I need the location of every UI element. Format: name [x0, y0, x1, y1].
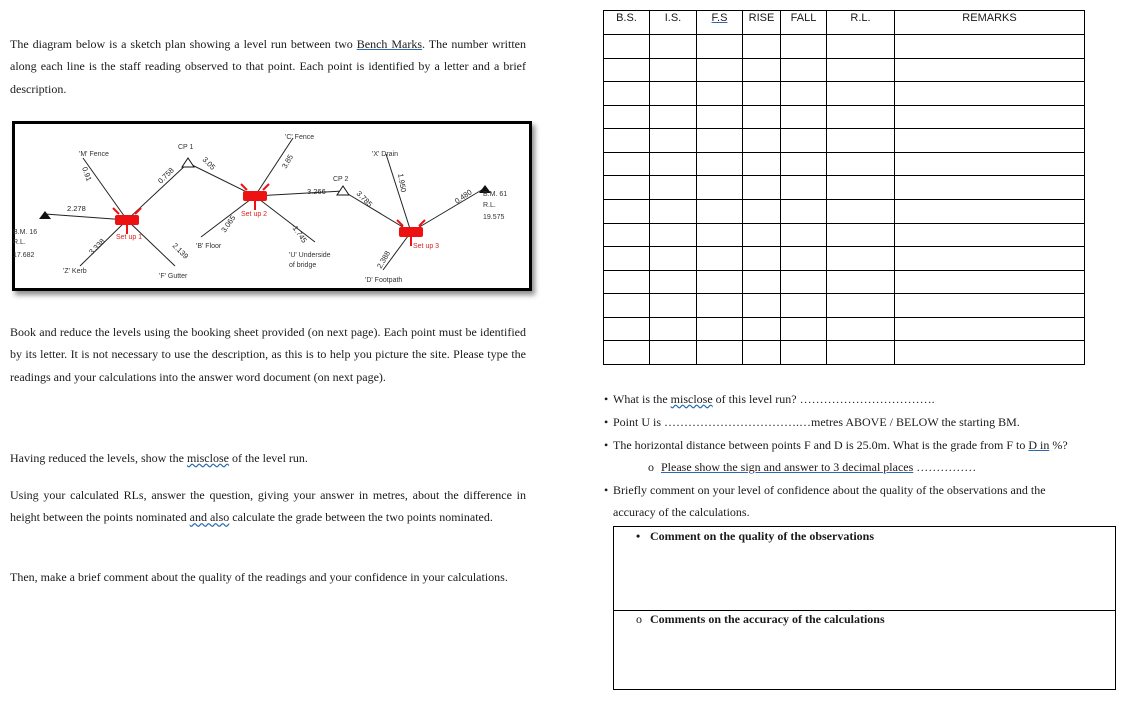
booking-cell-fall[interactable]: [781, 82, 827, 106]
booking-cell-rl[interactable]: [827, 58, 895, 82]
line-setup2-cp2: [255, 191, 343, 196]
booking-cell-fall[interactable]: [781, 129, 827, 153]
bullet: •: [636, 529, 641, 543]
setup2-instrument-icon: [241, 184, 269, 210]
instruction-text: Using your calculated RLs, answer the question, giving your answer in metres, about the difference in height between the points nominated: [10, 488, 526, 525]
reading-m: 0.91: [80, 165, 94, 183]
booking-cell-fall[interactable]: [781, 58, 827, 82]
line-setup3-bm61: [411, 188, 485, 232]
header-is: I.S.: [650, 11, 697, 35]
booking-row: [604, 105, 1085, 129]
booking-cell-fs[interactable]: [697, 223, 743, 247]
question-text: of this level run? …………………………….: [712, 392, 935, 406]
booking-cell-rl[interactable]: [827, 317, 895, 341]
header-fs: F.S: [697, 11, 743, 35]
booking-row: [604, 341, 1085, 365]
cp1-change-point-icon: [182, 158, 194, 167]
booking-cell-rise[interactable]: [743, 223, 781, 247]
bm16-rl-value: 17.682: [13, 252, 35, 259]
booking-cell-fs[interactable]: [697, 58, 743, 82]
header-rise: RISE: [743, 11, 781, 35]
booking-cell-rise[interactable]: [743, 82, 781, 106]
booking-cell-rise[interactable]: [743, 317, 781, 341]
booking-row: [604, 176, 1085, 200]
booking-cell-rise[interactable]: [743, 270, 781, 294]
booking-row: [604, 317, 1085, 341]
question-grade-subpoint: [648, 459, 976, 475]
comment-observations-title: [636, 529, 874, 544]
booking-cell-remarks[interactable]: [895, 294, 1085, 318]
point-m-label: 'M' Fence: [79, 151, 109, 158]
booking-cell-is[interactable]: [650, 223, 697, 247]
booking-cell-bs[interactable]: [604, 199, 650, 223]
instruction-paragraph-3: [10, 447, 526, 469]
booking-cell-is[interactable]: [650, 270, 697, 294]
booking-cell-rise[interactable]: [743, 35, 781, 59]
instruction-text: calculate the grade between the two points nominated.: [229, 510, 493, 525]
bm16-benchmark-icon: [39, 211, 51, 219]
bullet: •: [604, 483, 609, 497]
booking-cell-fs[interactable]: [697, 199, 743, 223]
comment-title-text: Comment on the quality of the observations: [650, 529, 874, 543]
booking-row: [604, 223, 1085, 247]
booking-cell-rl[interactable]: [827, 294, 895, 318]
question-grade: [604, 437, 1068, 453]
booking-cell-fs[interactable]: [697, 341, 743, 365]
cp2-change-point-icon: [337, 186, 349, 195]
booking-cell-rl[interactable]: [827, 152, 895, 176]
booking-cell-fs[interactable]: [697, 82, 743, 106]
booking-cell-rise[interactable]: [743, 176, 781, 200]
booking-cell-fs[interactable]: [697, 270, 743, 294]
booking-cell-fs[interactable]: [697, 247, 743, 271]
reading-z: 3.338: [87, 236, 107, 257]
header-rl: R.L.: [827, 11, 895, 35]
booking-row: [604, 129, 1085, 153]
booking-cell-is[interactable]: [650, 129, 697, 153]
booking-row: [604, 58, 1085, 82]
booking-cell-rise[interactable]: [743, 129, 781, 153]
instruction-paragraph-4: [10, 484, 526, 529]
point-u-label-line2: of bridge: [289, 262, 317, 269]
question-text: Point U is …………………………….…metres ABOVE / BELOW the starting BM.: [613, 415, 1020, 429]
misclose-text: misclose: [670, 392, 713, 406]
booking-cell-rl[interactable]: [827, 199, 895, 223]
reading-cp1-foresight: 0.758: [156, 165, 176, 186]
bullet: •: [604, 415, 609, 429]
booking-cell-remarks[interactable]: [895, 82, 1085, 106]
booking-cell-fs[interactable]: [697, 317, 743, 341]
instruction-text: . The number written along each line is the staff reading observed to that point. Each point is identified by a letter and a brief description.: [10, 37, 526, 96]
booking-cell-is[interactable]: [650, 35, 697, 59]
level-run-sketch: [15, 124, 529, 288]
booking-cell-bs[interactable]: [604, 176, 650, 200]
line-setup1-f: [127, 220, 175, 266]
question-confidence: [604, 482, 1046, 498]
header-bs: B.S.: [604, 11, 650, 35]
reading-x: 1.950: [396, 172, 409, 193]
bm16-label: B.M. 16: [13, 229, 38, 236]
booking-row: [604, 35, 1085, 59]
booking-cell-remarks[interactable]: [895, 129, 1085, 153]
comment-title-text: Comments on the accuracy of the calculations: [650, 612, 885, 626]
booking-cell-is[interactable]: [650, 199, 697, 223]
point-u-label: 'U' Underside: [289, 252, 331, 259]
booking-cell-rl[interactable]: [827, 82, 895, 106]
comment-accuracy-area[interactable]: [614, 630, 1115, 689]
booking-cell-bs[interactable]: [604, 223, 650, 247]
booking-header-row: [604, 11, 1085, 35]
point-b-label: 'B' Floor: [196, 243, 222, 250]
booking-cell-rl[interactable]: [827, 129, 895, 153]
booking-cell-fall[interactable]: [781, 317, 827, 341]
misclose-text: misclose: [186, 451, 229, 465]
booking-cell-remarks[interactable]: [895, 199, 1085, 223]
instruction-paragraph-2: Book and reduce the levels using the booking sheet provided (on next page). Each point must be identified by its letter. It is not necessary to use the description, as this is to help you picture the site. Please type the readings and your calculations into the answer word document (on next page).: [10, 325, 526, 384]
booking-cell-fall[interactable]: [781, 35, 827, 59]
booking-cell-rl[interactable]: [827, 35, 895, 59]
booking-cell-is[interactable]: [650, 82, 697, 106]
booking-cell-rise[interactable]: [743, 58, 781, 82]
booking-cell-is[interactable]: [650, 247, 697, 271]
booking-cell-rl[interactable]: [827, 176, 895, 200]
booking-cell-bs[interactable]: [604, 105, 650, 129]
booking-cell-rise[interactable]: [743, 341, 781, 365]
booking-cell-rl[interactable]: [827, 105, 895, 129]
booking-cell-remarks[interactable]: [895, 35, 1085, 59]
line-cp2-setup3: [343, 191, 411, 232]
booking-cell-rl[interactable]: [827, 270, 895, 294]
bullet: •: [604, 392, 609, 406]
booking-cell-fall[interactable]: [781, 152, 827, 176]
booking-row: [604, 270, 1085, 294]
question-text: Briefly comment on your level of confidence about the quality of the observations and the: [613, 483, 1046, 497]
line-bm16-setup1: [45, 214, 127, 220]
booking-cell-is[interactable]: [650, 58, 697, 82]
booking-cell-bs[interactable]: [604, 294, 650, 318]
booking-cell-fall[interactable]: [781, 105, 827, 129]
instruction-paragraph-5: Then, make a brief comment about the quality of the readings and your confidence in your calculations.: [10, 570, 508, 584]
question-text: %?: [1049, 438, 1068, 452]
reading-c: 3.85: [279, 152, 296, 170]
booking-cell-bs[interactable]: [604, 270, 650, 294]
booking-cell-rise[interactable]: [743, 105, 781, 129]
booking-cell-fall[interactable]: [781, 247, 827, 271]
cp2-label: CP 2: [333, 176, 349, 183]
booking-cell-fs[interactable]: [697, 294, 743, 318]
booking-cell-rise[interactable]: [743, 152, 781, 176]
instruction-text: of the level run.: [228, 451, 308, 465]
booking-cell-fall[interactable]: [781, 270, 827, 294]
d-in-text: D in: [1028, 438, 1050, 452]
booking-cell-is[interactable]: [650, 341, 697, 365]
point-z-label: 'Z' Kerb: [63, 268, 87, 275]
reading-d: 2.388: [374, 249, 393, 270]
booking-cell-is[interactable]: [650, 294, 697, 318]
question-text: Please show the sign and answer to 3 decimal places: [661, 460, 914, 474]
point-f-label: 'F' Gutter: [159, 273, 188, 280]
sub-bullet: o: [636, 612, 642, 626]
booking-sheet-table: [603, 10, 1085, 365]
setup3-label: Set up 3: [413, 243, 440, 250]
booking-cell-remarks[interactable]: [895, 317, 1085, 341]
bullet: •: [604, 438, 609, 452]
booking-cell-rise[interactable]: [743, 199, 781, 223]
comments-divider: [614, 610, 1115, 611]
booking-cell-fall[interactable]: [781, 199, 827, 223]
question-point-u: [604, 414, 1020, 430]
booking-cell-bs[interactable]: [604, 82, 650, 106]
instruction-text: The diagram below is a sketch plan showing a level run between two: [10, 37, 357, 51]
question-misclose: [604, 391, 935, 407]
booking-cell-bs[interactable]: [604, 341, 650, 365]
booking-cell-rise[interactable]: [743, 247, 781, 271]
reading-u: -1.745: [289, 221, 309, 245]
booking-row: [604, 82, 1085, 106]
answer-dots: ……………: [913, 460, 977, 474]
cp1-label: CP 1: [178, 144, 194, 151]
question-text: What is the: [613, 392, 671, 406]
booking-cell-remarks[interactable]: [895, 247, 1085, 271]
point-x-label: 'X' Drain: [372, 151, 399, 158]
booking-cell-fs[interactable]: [697, 176, 743, 200]
bm61-rl-value: 19.575: [483, 214, 505, 221]
sub-bullet: o: [648, 460, 654, 474]
bench-marks-text: Bench Marks: [356, 37, 423, 51]
bm61-label: B.M. 61: [483, 191, 508, 198]
booking-cell-fs[interactable]: [697, 35, 743, 59]
booking-cell-is[interactable]: [650, 152, 697, 176]
bm16-rl-label: R.L.: [13, 239, 26, 246]
booking-cell-remarks[interactable]: [895, 223, 1085, 247]
booking-cell-remarks[interactable]: [895, 270, 1085, 294]
booking-cell-fall[interactable]: [781, 341, 827, 365]
point-d-label: 'D' Footpath: [365, 277, 403, 284]
booking-cell-fs[interactable]: [697, 152, 743, 176]
comment-observations-area[interactable]: [614, 547, 1115, 609]
booking-row: [604, 247, 1085, 271]
booking-cell-remarks[interactable]: [895, 176, 1085, 200]
reading-bm61: 0.480: [452, 187, 474, 206]
setup2-label: Set up 2: [241, 211, 268, 218]
bm61-rl-label: R.L.: [483, 202, 496, 209]
booking-cell-bs[interactable]: [604, 35, 650, 59]
booking-cell-is[interactable]: [650, 105, 697, 129]
booking-row: [604, 199, 1085, 223]
booking-cell-fs[interactable]: [697, 105, 743, 129]
booking-cell-fs[interactable]: [697, 129, 743, 153]
reading-b: 3.065: [219, 213, 238, 235]
header-fall: FALL: [781, 11, 827, 35]
header-remarks: REMARKS: [895, 11, 1085, 35]
booking-cell-fall[interactable]: [781, 223, 827, 247]
booking-cell-remarks[interactable]: [895, 58, 1085, 82]
booking-cell-bs[interactable]: [604, 247, 650, 271]
reading-cp1-backsight: 3.05: [200, 155, 218, 172]
booking-cell-rl[interactable]: [827, 223, 895, 247]
reading-cp2-foresight: 3.266: [307, 187, 326, 196]
booking-cell-fall[interactable]: [781, 294, 827, 318]
instruction-text: Having reduced the levels, show the: [10, 451, 187, 465]
reading-f: 2.139: [170, 241, 191, 261]
booking-cell-is[interactable]: [650, 317, 697, 341]
point-c-label: 'C' Fence: [285, 134, 315, 141]
booking-cell-remarks[interactable]: [895, 152, 1085, 176]
booking-cell-rise[interactable]: [743, 294, 781, 318]
booking-cell-bs[interactable]: [604, 129, 650, 153]
booking-cell-bs[interactable]: [604, 58, 650, 82]
question-text: The horizontal distance between points F and D is 25.0m. What is the grade from F to: [613, 438, 1029, 452]
booking-cell-bs[interactable]: [604, 152, 650, 176]
booking-cell-is[interactable]: [650, 176, 697, 200]
booking-cell-fall[interactable]: [781, 176, 827, 200]
level-run-diagram: [12, 121, 532, 291]
booking-cell-remarks[interactable]: [895, 341, 1085, 365]
reading-cp2-backsight: 3.785: [354, 189, 375, 209]
question-confidence-line2: accuracy of the calculations.: [613, 505, 750, 519]
booking-row: [604, 294, 1085, 318]
setup1-label: Set up 1: [116, 234, 143, 241]
booking-row: [604, 152, 1085, 176]
instruction-paragraph-1: [10, 33, 526, 100]
comment-accuracy-title: [636, 612, 885, 627]
comments-box: [613, 526, 1116, 690]
booking-cell-rl[interactable]: [827, 247, 895, 271]
booking-cell-remarks[interactable]: [895, 105, 1085, 129]
booking-cell-bs[interactable]: [604, 317, 650, 341]
booking-cell-rl[interactable]: [827, 341, 895, 365]
and-also-text: and also: [189, 510, 230, 525]
reading-bm16: 2.278: [67, 204, 86, 213]
